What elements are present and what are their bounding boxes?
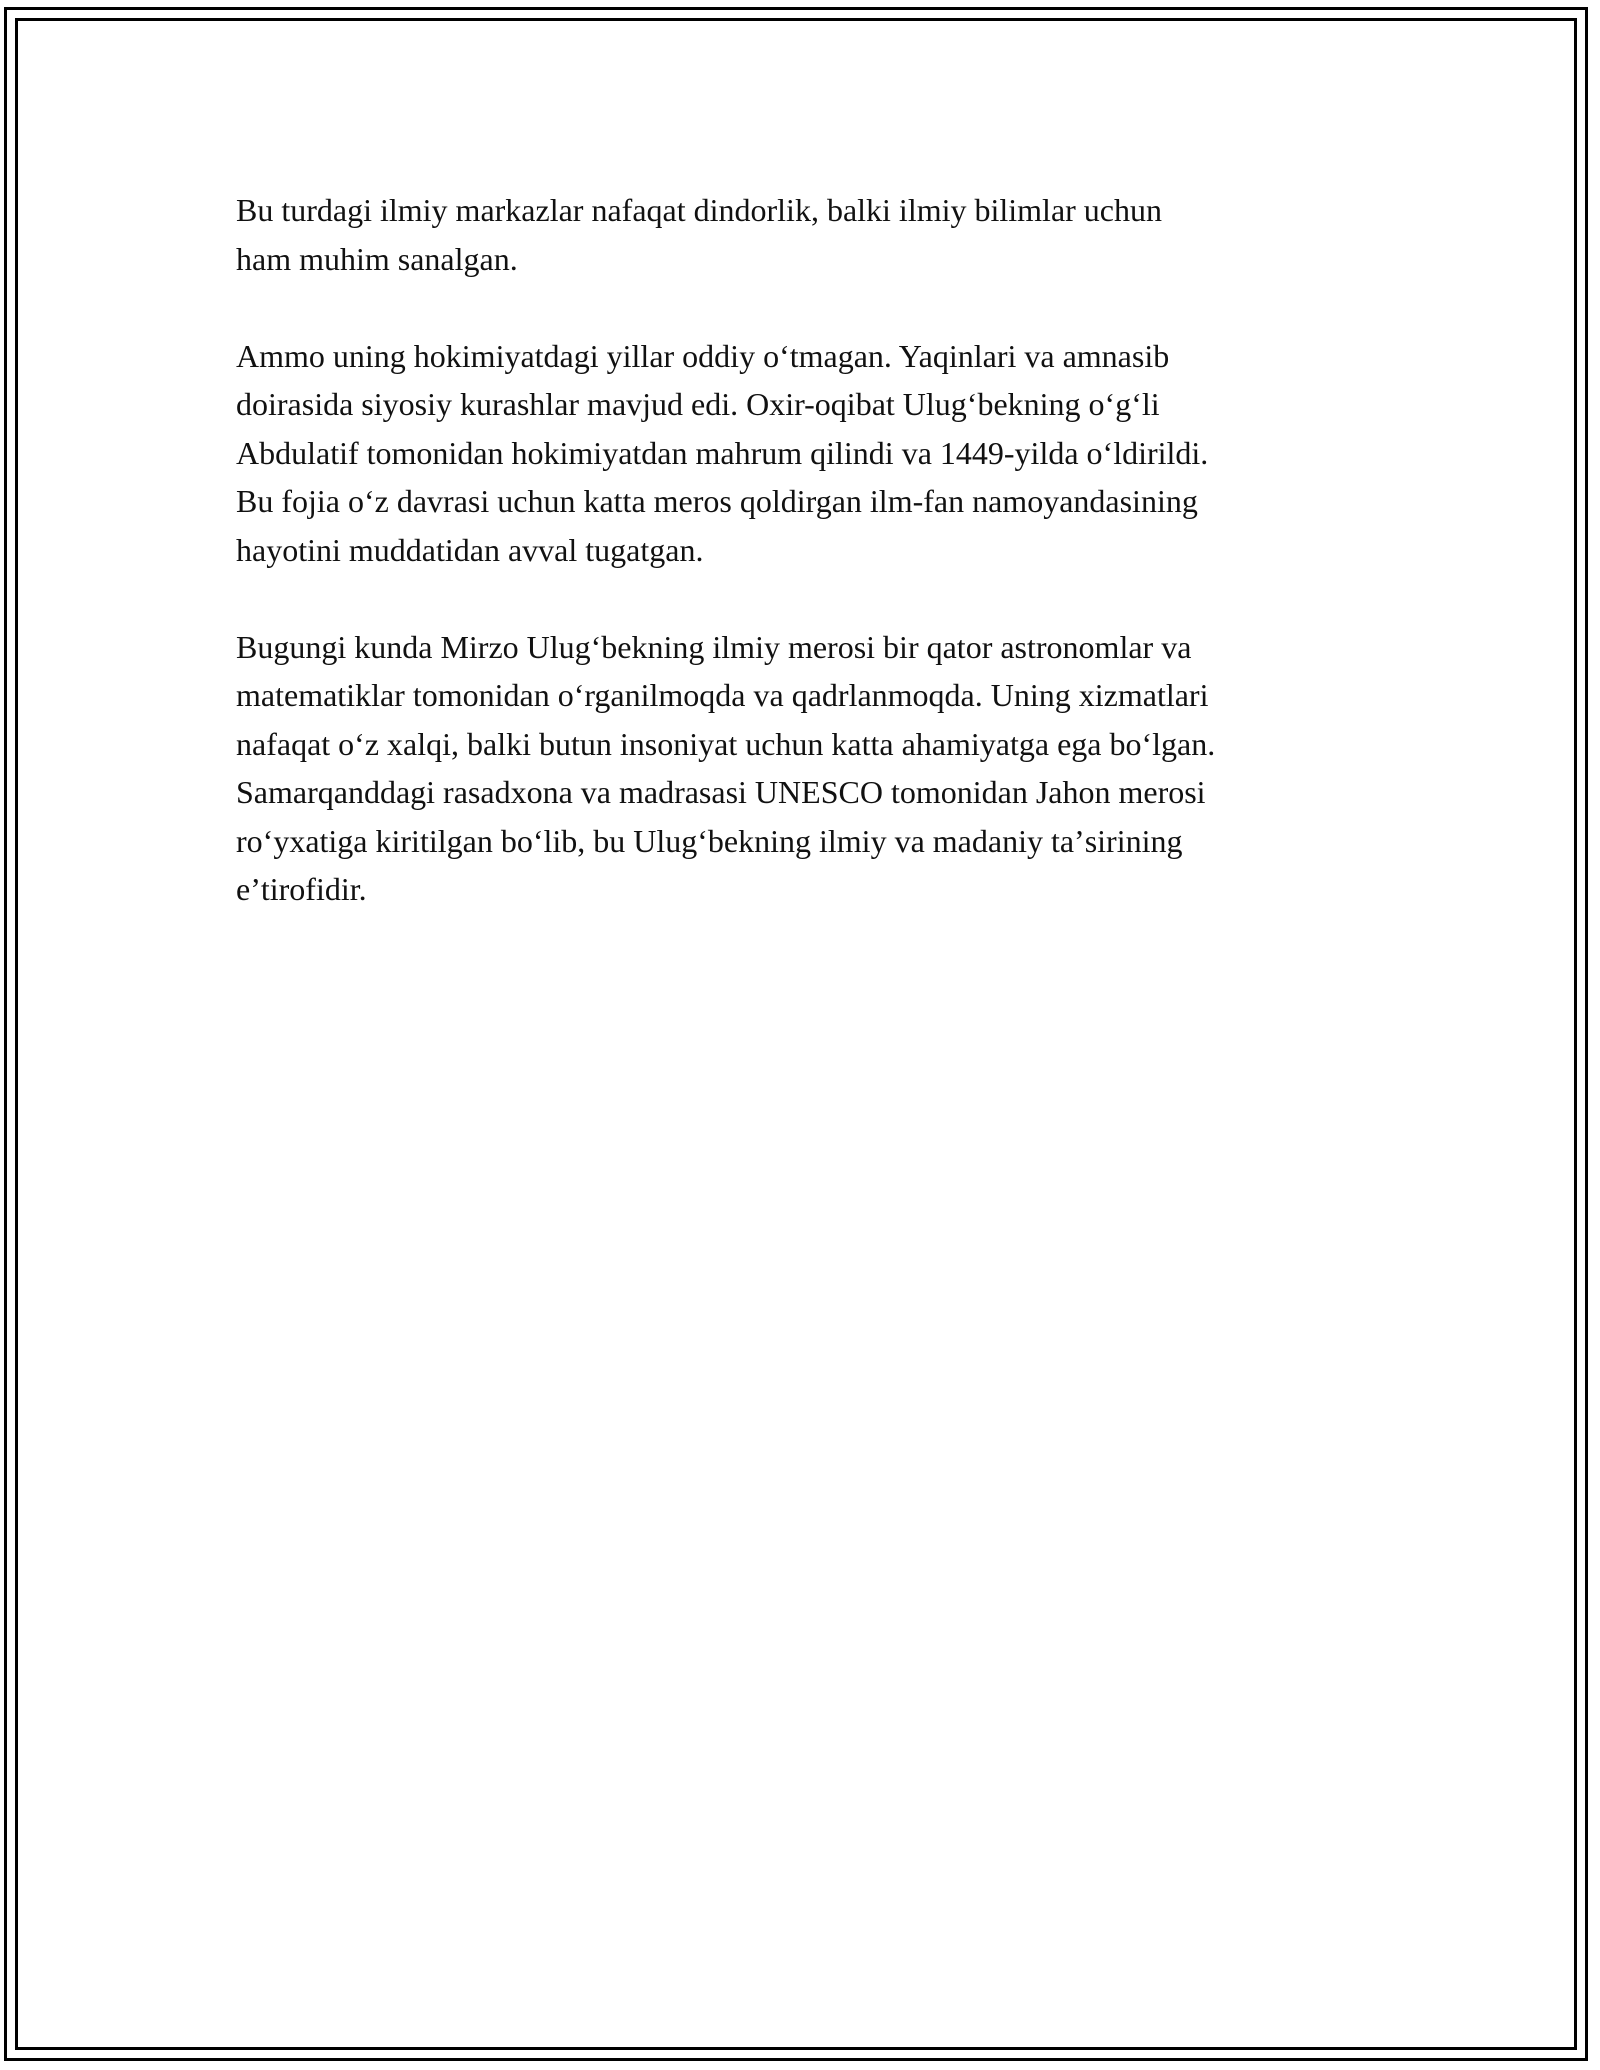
- paragraph-2: Ammo uning hokimiyatdagi yillar oddiy oʻtmagan. Yaqinlari va amnasib doirasida siyosiy kurashlar mavjud edi. Oxir-oqibat Ulugʻbekning oʻgʻli Abdulatif tomonidan hokimiyatdan mahrum qilindi va 1449-yilda oʻldirildi. Bu fojia oʻz davrasi uchun katta meros qoldirgan ilm-fan namoyandasining hayotini muddatidan avval tugatgan.: [236, 337, 1209, 568]
- paragraph-1: Bu turdagi ilmiy markazlar nafaqat dindorlik, balki ilmiy bilimlar uchun ham muhim sanalgan.: [236, 192, 1162, 277]
- document-body: [236, 186, 1376, 962]
- paragraph-3: Bugungi kunda Mirzo Ulugʻbekning ilmiy merosi bir qator astronomlar va matematiklar tomonidan oʻrganilmoqda va qadrlanmoqda. Uning xizmatlari nafaqat oʻz xalqi, balki butun insoniyat uchun katta ahamiyatga ega boʻlgan. Samarqanddagi rasadxona va madrasasi UNESCO tomonidan Jahon merosi roʻyxatiga kiritilgan boʻlib, bu Ulugʻbekning ilmiy va madaniy taʼsirining eʼtirofidir.: [236, 628, 1216, 907]
